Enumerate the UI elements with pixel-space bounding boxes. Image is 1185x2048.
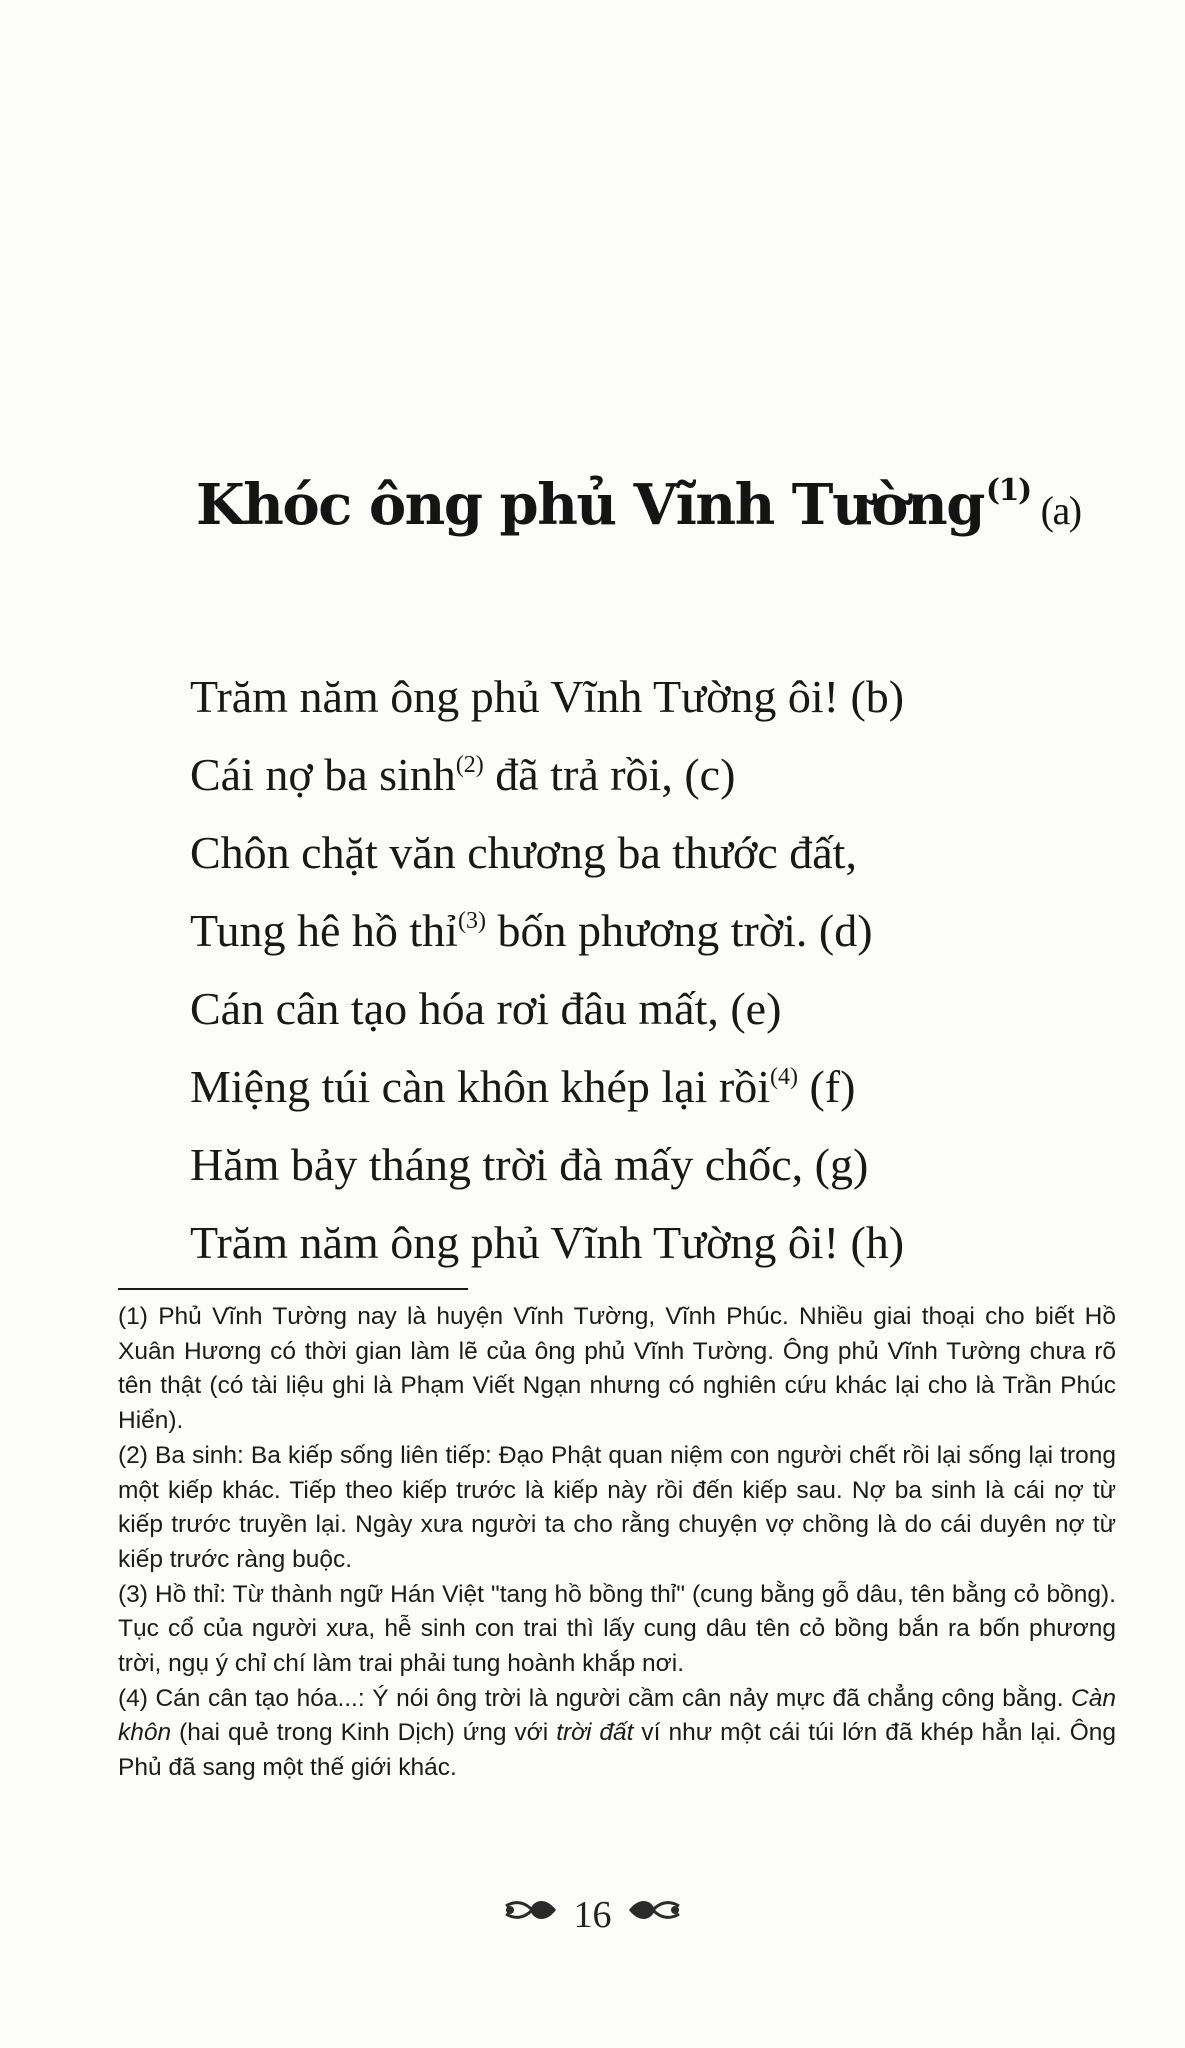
footnote-1: (1) Phủ Vĩnh Tường nay là huyện Vĩnh Tường, Vĩnh Phúc. Nhiều giai thoại cho biết Hồ Xuân Hương có thời gian làm lẽ của ông phủ Vĩnh Tường. Ông phủ Vĩnh Tường chưa rõ tên thật (có tài liệu ghi là Phạm Viết Ngạn nhưng có nghiên cứu khác lại cho là Trần Phúc Hiển). [118, 1303, 1116, 1435]
title-text: Khóc ông phủ Vĩnh Tường [196, 472, 984, 538]
poem-line: Trăm năm ông phủ Vĩnh Tường ôi! (h) [190, 1217, 905, 1268]
footnotes [118, 1300, 1116, 1786]
poem-title [196, 472, 1081, 538]
title-footnote-ref: (1) [985, 473, 1031, 508]
poem-line: Miệng túi càn khôn khép lại rồi$^{(4)}$ (f) [190, 1061, 856, 1112]
poem-line: Chôn chặt văn chương ba thước đất, [190, 827, 857, 878]
poem-line: Cái nợ ba $\sinh^{(2)}$ đã trả rồi, (c) [190, 749, 736, 800]
poem-body [190, 648, 904, 1272]
page-footer [0, 1890, 1185, 1937]
poem-line: Hăm bảy tháng trời đà mấy chốc, (g) [190, 1139, 869, 1190]
poem-line: Cán cân tạo hóa rơi đâu mất, (e) [190, 983, 782, 1034]
footnote-3: (3) Hồ thỉ: Từ thành ngữ Hán Việt "tang hồ bồng thỉ" (cung bằng gỗ dâu, tên bằng cỏ bồng). Tục cổ của người xưa, hễ sinh con trai thì lấy cung dâu tên cỏ bồng bắn ra bốn phương trời, ngụ ý chỉ chí làm trai phải tung hoành khắp nơi. [118, 1580, 1116, 1678]
footnote-ref: (4) [770, 1064, 798, 1090]
footnote-4: (4) Cán cân tạo hóa...: Ý nói ông trời là người cầm cân nảy mực đã chẳng công bằng. Càn khôn (hai quẻ trong Kinh Dịch) ứng với trời đất ví như một cái túi lớn đã khép hẳn lại. Ông Phủ đã sang một thế giới khác. [118, 1684, 1117, 1782]
footnote-ref: (3) [457, 908, 486, 934]
title-mark: (a) [1040, 488, 1081, 533]
poem-line: Tung hê hồ thỉ$^{(3)}$ bốn phương trời. (d) [190, 905, 873, 956]
right-ornament-icon [627, 1893, 683, 1937]
page-number: 16 [573, 1894, 612, 1937]
poem-line: Trăm năm ông phủ Vĩnh Tường ôi! (b) [190, 671, 905, 722]
footnote-2: (2) Ba sinh: Ba kiếp sống liên tiếp: Đạo Phật quan niệm con người chết rồi lại sống lại trong một kiếp khác. Tiếp theo kiếp trước là kiếp này rồi đến kiếp sau. Nợ ba sinh là cái nợ từ kiếp trước truyền lại. Ngày xưa người ta cho rằng chuyện vợ chồng là do cái duyên nợ từ kiếp trước ràng buộc. [118, 1441, 1116, 1573]
footnote-ref: (2) [455, 752, 484, 778]
left-ornament-icon [502, 1893, 558, 1937]
footnote-divider [118, 1288, 468, 1290]
